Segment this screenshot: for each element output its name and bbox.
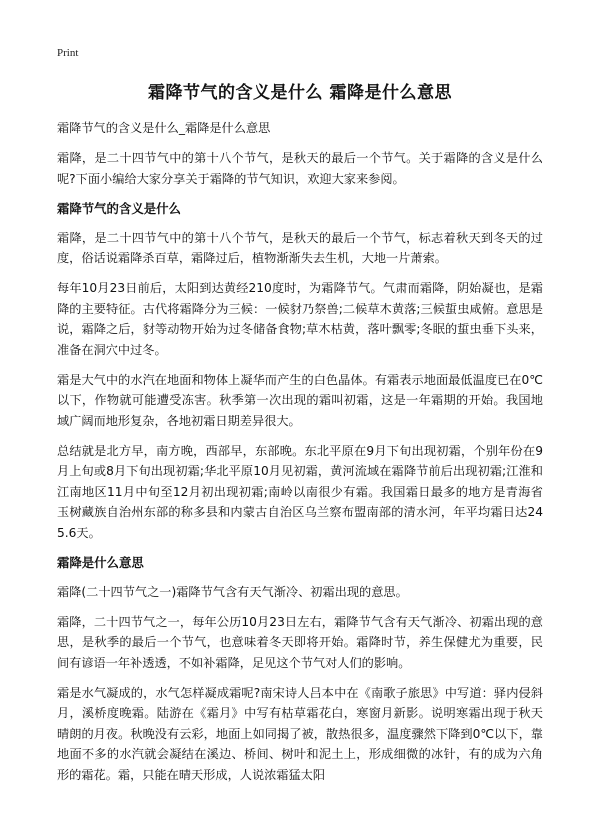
article-body: [57, 118, 543, 795]
section-heading-definition: 霜降是什么意思: [57, 554, 144, 570]
paragraph: 霜降(二十四节气之一)霜降节气含有天气渐冷、初霜出现的意思。: [57, 584, 408, 599]
paragraph: 霜是大气中的水汽在地面和物体上凝华而产生的白色晶体。有霜表示地面最低温度已在0℃以下，作物就可能遭受冻害。秋季第一次出现的霜叫初霜，这是一年霜期的开始。我国地域广阔而地形复杂，各地初霜日期差异很大。: [57, 372, 543, 428]
print-link[interactable]: Print: [57, 47, 79, 59]
article-subtitle: 霜降节气的含义是什么_霜降是什么意思: [57, 121, 271, 135]
article-title: 霜降节气的含义是什么 霜降是什么意思: [148, 83, 452, 103]
paragraph: 霜是水气凝成的，水气怎样凝成霜呢?南宋诗人吕本中在《南歌子旅思》中写道：驿内侵斜月，溪桥度晚霜。陆游在《霜月》中写有枯草霜花白，寒窗月新影。说明寒霜出现于秋天晴朗的月夜。秋晚没有云彩，地面上如同揭了被，散热很多，温度骤然下降到0℃以下，靠地面不多的水汽就会凝结在溪边、桥间、树叶和泥土上，形成细微的冰针，有的成为六角形的霜花。霜，只能在晴天形成，人说浓霜猛太阳: [57, 685, 543, 782]
intro-paragraph: 霜降，是二十四节气中的第十八个节气，是秋天的最后一个节气。关于霜降的含义是什么呢?下面小编给大家分享关于霜降的节气知识，欢迎大家来参阅。: [57, 151, 543, 186]
paragraph: 霜降，二十四节气之一，每年公历10月23日左右，霜降节气含有天气渐冷、初霜出现的意思，是秋季的最后一个节气，也意味着冬天即将开始。霜降时节，养生保健尤为重要，民间有谚语一年补透透，不如补霜降，足见这个节气对人们的影响。: [57, 614, 543, 670]
paragraph: 霜降，是二十四节气中的第十八个节气，是秋天的最后一个节气，标志着秋天到冬天的过度，俗话说霜降杀百草，霜降过后，植物渐渐失去生机，大地一片萧索。: [57, 230, 543, 265]
section-heading-meaning: 霜降节气的含义是什么: [57, 200, 181, 216]
paragraph: 总结就是北方早，南方晚，西部早，东部晚。东北平原在9月下旬出现初霜，个别年份在9月上旬或8月下旬出现初霜;华北平原10月见初霜，黄河流域在霜降节前后出现初霜;江淮和江南地区11月中旬至12月初出现初霜;南岭以南很少有霜。我国霜日最多的地方是青海省玉树藏族自治州东部的称多县和内蒙古自治区乌兰察布盟南部的清水河，年平均霜日达245.6天。: [57, 443, 543, 540]
paragraph: 每年10月23日前后，太阳到达黄经210度时，为霜降节气。气肃而霜降，阴始凝也，是霜降的主要特征。古代将霜降分为三候：一候豺乃祭兽;二候草木黄落;三候蜇虫咸俯。意思是说，霜降之后，豺等动物开始为过冬储备食物;草木枯黄，落叶飘零;冬眠的蜇虫垂下头来，准备在洞穴中过冬。: [57, 281, 543, 357]
